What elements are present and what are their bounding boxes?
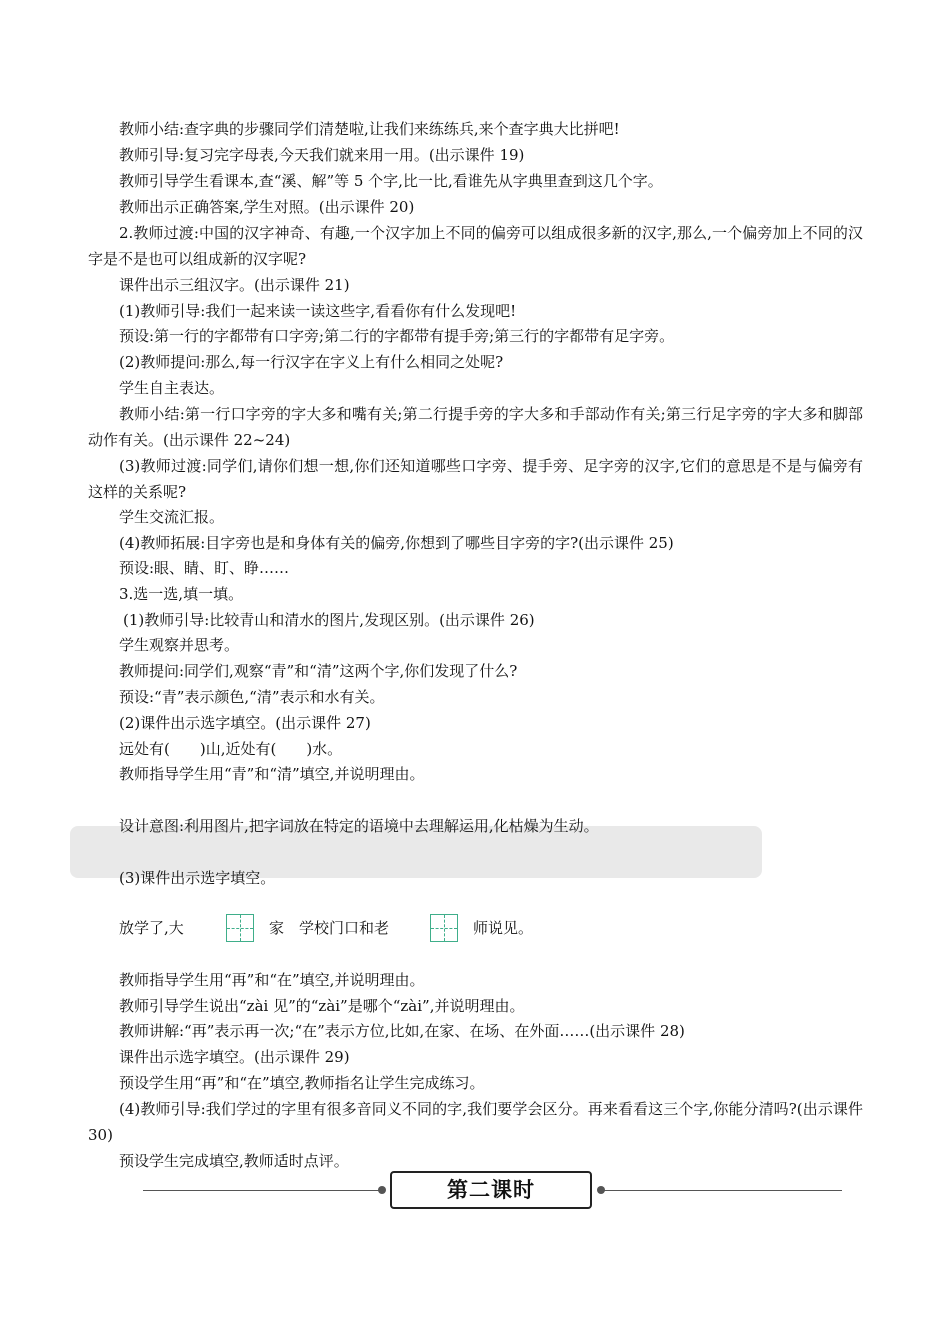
text-paragraph: 教师小结:第一行口字旁的字大多和嘴有关;第二行提手旁的字大多和手部动作有关;第三行足字旁的字大多和脚部动作有关。(出示课件 22~24) <box>88 405 863 449</box>
text-line: 教师引导:复习完字母表,今天我们就来用一用。(出示课件 19) <box>119 146 525 164</box>
text-line: (2)课件出示选字填空。(出示课件 27) <box>119 714 371 732</box>
text-line: (4)教师拓展:目字旁也是和身体有关的偏旁,你想到了哪些目字旁的字?(出示课件 25) <box>119 534 674 552</box>
text-line: 预设:“青”表示颜色,“清”表示和水有关。 <box>119 688 385 706</box>
text-line: 预设:第一行的字都带有口字旁;第二行的字都带有提手旁;第三行的字都带有足字旁。 <box>119 327 675 345</box>
divider-left <box>143 1190 383 1191</box>
exercise-text-2: 家 学校门口和老 <box>269 919 390 937</box>
divider-right <box>600 1190 842 1191</box>
text-line: 学生交流汇报。 <box>119 508 225 526</box>
text-paragraph: (4)教师引导:我们学过的字里有很多音同义不同的字,我们要学会区分。再来看看这三个字,你能分清吗?(出示课件 30) <box>88 1100 863 1144</box>
design-intent-text: 设计意图:利用图片,把字词放在特定的语境中去理解运用,化枯燥为生动。 <box>119 817 599 835</box>
text-line: 预设学生完成填空,教师适时点评。 <box>119 1152 349 1170</box>
fill-blank-box[interactable] <box>430 914 458 942</box>
text-line: 课件出示三组汉字。(出示课件 21) <box>119 276 350 294</box>
text-line: 教师讲解:“再”表示再一次;“在”表示方位,比如,在家、在场、在外面……(出示课件 28) <box>119 1022 685 1040</box>
section-title: 第二课时 <box>390 1171 592 1209</box>
text-line: 教师出示正确答案,学生对照。(出示课件 20) <box>119 198 415 216</box>
text-line: 学生自主表达。 <box>119 379 225 397</box>
exercise-text-1: 放学了,大 <box>119 919 184 937</box>
text-line: 教师引导学生看课本,查“溪、解”等 5 个字,比一比,看谁先从字典里查到这几个字。 <box>119 172 663 190</box>
text-line: (3)课件出示选字填空。 <box>119 869 276 887</box>
text-line: 教师小结:查字典的步骤同学们清楚啦,让我们来练练兵,来个查字典大比拼吧! <box>119 120 620 138</box>
text-line: 学生观察并思考。 <box>119 636 240 654</box>
text-line: 教师引导学生说出“zài 见”的“zài”是哪个“zài”,并说明理由。 <box>119 997 525 1015</box>
text-line: 教师指导学生用“再”和“在”填空,并说明理由。 <box>119 971 425 989</box>
text-line: (1)教师引导:我们一起来读一读这些字,看看你有什么发现吧! <box>119 302 517 320</box>
text-line: 课件出示选字填空。(出示课件 29) <box>119 1048 350 1066</box>
text-line: 教师指导学生用“青”和“清”填空,并说明理由。 <box>119 765 425 783</box>
text-line: 预设学生用“再”和“在”填空,教师指名让学生完成练习。 <box>119 1074 485 1092</box>
text-line: 预设:眼、睛、盯、睁…… <box>119 559 290 577</box>
divider-dot-left <box>378 1186 386 1194</box>
text-paragraph: (3)教师过渡:同学们,请你们想一想,你们还知道哪些口字旁、提手旁、足字旁的汉字,它们的意思是不是与偏旁有这样的关系呢? <box>88 457 863 501</box>
text-line: (1)教师引导:比较青山和清水的图片,发现区别。(出示课件 26) <box>123 611 535 629</box>
text-line: 远处有( )山,近处有( )水。 <box>119 740 343 758</box>
text-line: 教师提问:同学们,观察“青”和“清”这两个字,你们发现了什么? <box>119 662 518 680</box>
exercise-text-3: 师说见。 <box>473 919 534 937</box>
text-line: 3.选一选,填一填。 <box>119 585 244 603</box>
text-paragraph: 2.教师过渡:中国的汉字神奇、有趣,一个汉字加上不同的偏旁可以组成很多新的汉字,那么,一个偏旁加上不同的汉字是不是也可以组成新的汉字呢? <box>88 224 863 268</box>
text-line: (2)教师提问:那么,每一行汉字在字义上有什么相同之处呢? <box>119 353 504 371</box>
fill-blank-box[interactable] <box>226 914 254 942</box>
